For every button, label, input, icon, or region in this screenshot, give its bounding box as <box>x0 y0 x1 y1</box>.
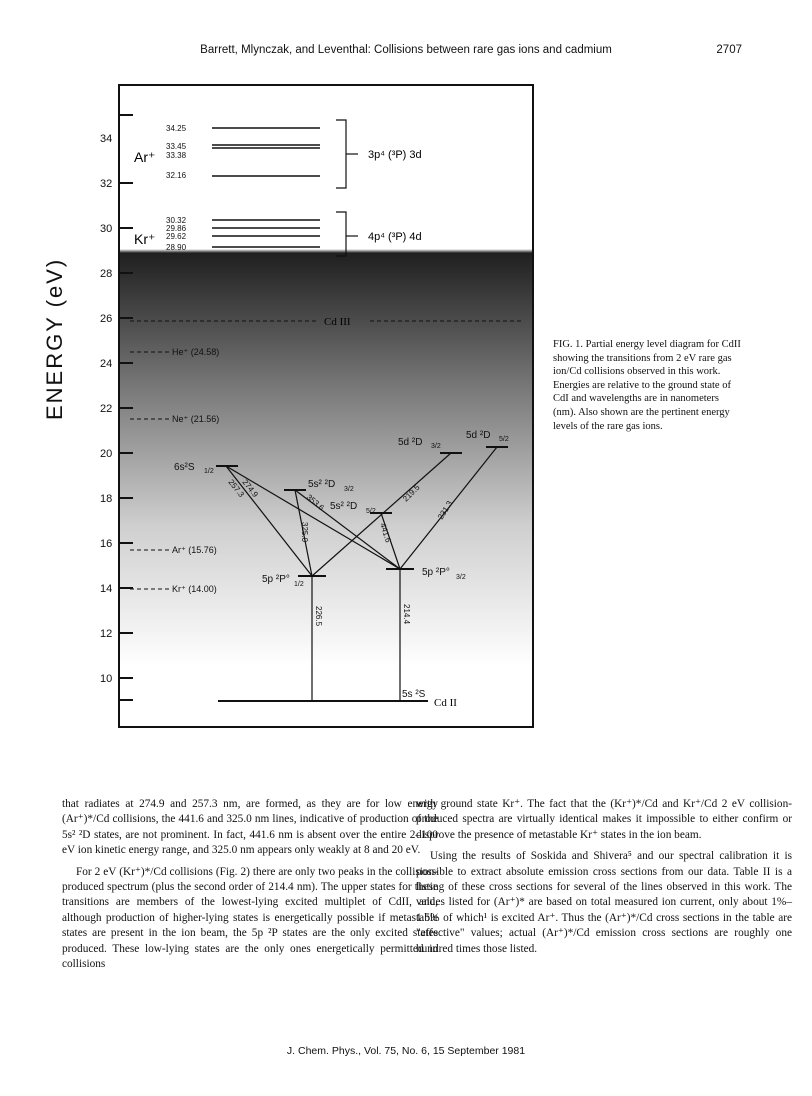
y-tick-label: 30 <box>100 223 113 235</box>
y-tick-label: 22 <box>100 403 113 415</box>
ar-ion-label: Ar⁺ <box>134 149 156 165</box>
state-label: 5s ²S <box>402 689 426 700</box>
state-label: 5p ²P° <box>262 574 290 585</box>
kr-ion-marker: Kr⁺ (14.00) <box>172 584 217 594</box>
ar-level-value: 32.16 <box>166 171 187 180</box>
ar-level-value: 34.25 <box>166 124 187 133</box>
y-tick-label: 26 <box>100 313 113 325</box>
body-column-left <box>62 797 438 978</box>
kr-level-value: 29.62 <box>166 232 187 241</box>
kr-ion-label: Kr⁺ <box>134 231 156 247</box>
wavelength-label: 257.3 <box>226 477 246 500</box>
wavelength-label: 441.6 <box>378 521 393 544</box>
y-axis-label: ENERGY (eV) <box>42 257 67 420</box>
paragraph: Using the results of Soskida and Shivera⁵ and our spectral calibration it is possible to extract absolute emission cross sections from our data. Table II is a listing of these cross sections for several of the lines observed in this work. The values listed for (Ar⁺)* are based on total measured ion current, only about 1%–1.5% of which¹ is excited Ar⁺. Thus the (Ar⁺)*/Cd cross sections in the table are "effective" values; actual (Ar⁺)*/Cd emission cross sections are roughly one hundred times those listed. <box>416 850 792 955</box>
kr-levels <box>212 212 358 256</box>
svg-text:3/2: 3/2 <box>344 486 354 493</box>
wavelength-label: 214.4 <box>402 604 411 625</box>
kr-level-value: 29.86 <box>166 224 187 233</box>
running-title: Barrett, Mlynczak, and Leventhal: Collisions between rare gas ions and cadmium <box>200 44 612 56</box>
y-tick-label: 16 <box>100 538 113 550</box>
y-axis-ticks <box>118 115 133 700</box>
wavelength-label: 226.5 <box>314 606 323 627</box>
kr-level-value: 28.90 <box>166 243 187 252</box>
svg-text:5/2: 5/2 <box>499 436 509 443</box>
y-tick-label: 18 <box>100 493 113 505</box>
ar-configuration: 3p⁴ (³P) 3d <box>368 149 422 161</box>
svg-text:3/2: 3/2 <box>456 574 466 581</box>
figure-caption: FIG. 1. Partial energy level diagram for CdII showing the transitions from 2 eV rare gas ion/Cd collisions observed in this work. Energies are relative to the ground state of CdI and wavelengths are in nanometers (nm). Also shown are the pertinent energy levels of the rare gas ions. <box>553 339 741 432</box>
state-label: 5d ²D <box>466 430 491 441</box>
ar-levels <box>212 120 358 188</box>
ar-ion-marker: Ar⁺ (15.76) <box>172 545 217 555</box>
state-label: 6s²S <box>174 462 195 473</box>
paragraph: with ground state Kr⁺. The fact that the (Kr⁺)*/Cd and Kr⁺/Cd 2 eV collision-produced spectra are virtually identical makes it impossible to either confirm or disprove the presence of metastable Kr⁺ states in the ion beam. <box>416 798 792 841</box>
wavelength-label: 219.5 <box>401 482 422 504</box>
y-tick-label: 28 <box>100 268 113 280</box>
wavelength-label: 353.6 <box>304 492 326 513</box>
page-number: 2707 <box>716 44 742 56</box>
ne-ion-marker: Ne⁺ (21.56) <box>172 414 220 424</box>
state-label: 5s² ²D <box>308 479 336 490</box>
kr-level-value: 30.32 <box>166 216 187 225</box>
y-tick-label: 32 <box>100 178 113 190</box>
wavelength-label: 274.9 <box>240 477 260 500</box>
y-tick-label: 24 <box>100 358 113 370</box>
y-tick-label: 12 <box>100 628 113 640</box>
y-tick-label: 14 <box>100 583 113 595</box>
paragraph: that radiates at 274.9 and 257.3 nm, are formed, as they are for low energy (Ar⁺)*/Cd collisions, the 441.6 and 325.0 nm lines, indicative of production of the 5s² ²D states, are not prominent. In fact, 441.6 nm is absent over the entire 2–100 eV ion kinetic energy range, and 325.0 nm appears only weakly at 8 and 20 eV. <box>62 798 438 857</box>
cd-ii-label: Cd II <box>434 697 457 709</box>
state-label: 5d ²D <box>398 437 423 448</box>
journal-footer: J. Chem. Phys., Vol. 75, No. 6, 15 September 1981 <box>286 1045 526 1057</box>
wavelength-label: 231.3 <box>436 499 455 522</box>
kr-configuration: 4p⁴ (³P) 4d <box>368 231 422 243</box>
state-label: 5p ²P° <box>422 567 450 578</box>
ar-level-value: 33.45 <box>166 142 187 151</box>
ar-level-value: 33.38 <box>166 151 187 160</box>
state-label: 5s² ²D <box>330 501 358 512</box>
he-ion-marker: He⁺ (24.58) <box>172 347 220 357</box>
y-tick-label: 20 <box>100 448 113 460</box>
svg-text:1/2: 1/2 <box>294 581 304 588</box>
y-tick-label: 10 <box>100 673 113 685</box>
paragraph: For 2 eV (Kr⁺)*/Cd collisions (Fig. 2) there are only two peaks in the collision-produced spectrum (plus the second order of 214.4 nm). The upper states for these transitions are members of the lowest-lying excited multiplet of CdII, and, although production of higher-lying states is energetically possible if metastable states are present in the ion beam, the 5p ²P states are the only excited states produced. These low-lying states are the only ones energetically permitted in collisions <box>62 865 438 971</box>
svg-text:1/2: 1/2 <box>204 468 214 475</box>
wavelength-label: 325.0 <box>300 522 309 543</box>
body-column-right <box>416 797 792 963</box>
svg-text:5/2: 5/2 <box>366 508 376 515</box>
y-tick-label: 34 <box>100 133 113 145</box>
cd-iii-label: Cd III <box>324 316 351 328</box>
svg-text:3/2: 3/2 <box>431 443 441 450</box>
